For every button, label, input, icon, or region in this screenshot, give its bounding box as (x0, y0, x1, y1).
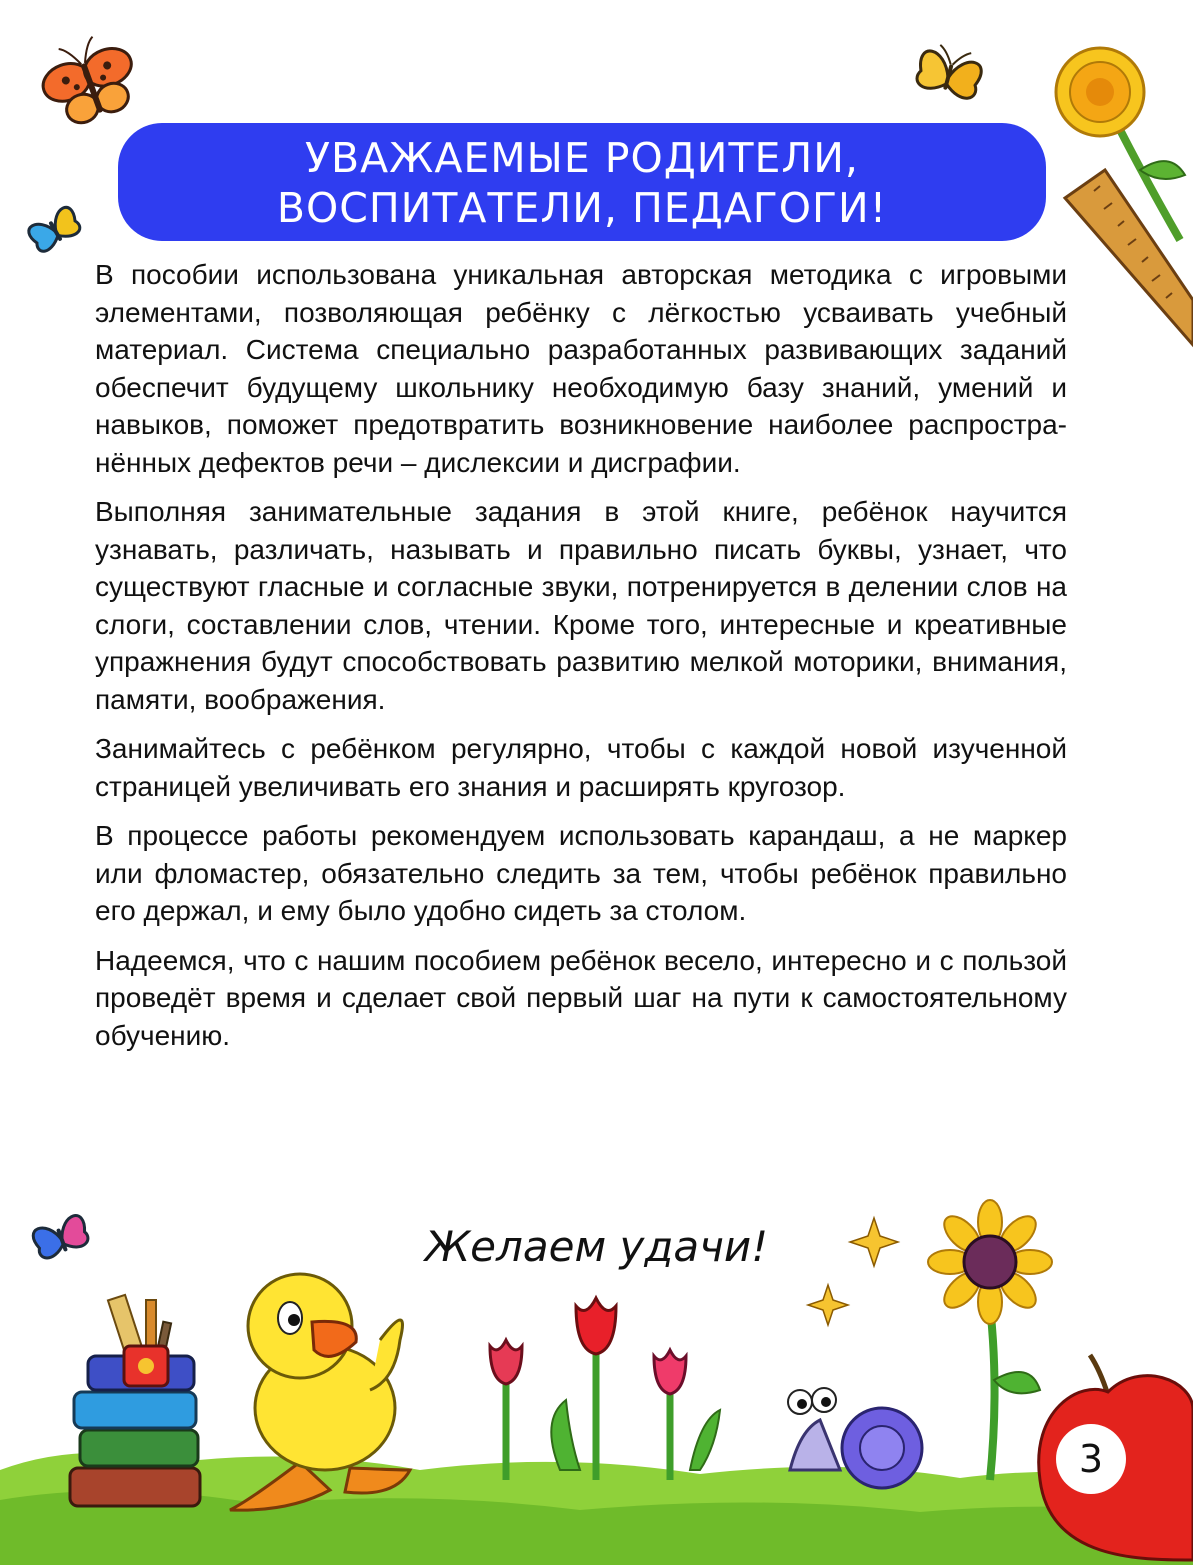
page-title (118, 133, 1046, 233)
butterfly-icon (914, 41, 985, 101)
ruler-icon (1065, 170, 1193, 345)
body-text (95, 256, 1067, 1066)
paragraph: В пособии использована уникальная авторская методика с игровыми элементами, позволяющая ребёнку с лёгкостью усваивать учебный материал. Система специально разработанных развивающих заданий обеспечит будущему школьнику необходимую базу знаний, умений и навыков, поможет предотвратить возникновение наиболее распространённых дефектов речи – дислексии и дисграфии. (95, 259, 1067, 478)
butterfly-icon (32, 27, 145, 132)
paragraph: Занимайтесь с ребёнком регулярно, чтобы с каждой новой изученной страницей увеличивать его знания и расширять кругозор. (95, 733, 1067, 802)
page-number: 3 (1078, 1437, 1104, 1481)
paragraph: Выполняя занимательные задания в этой книге, ребёнок научится узнавать, различать, называть и правильно писать буквы, узнает, что существуют гласные и согласные звуки, потренируется в делении слов на слоги, составлении слов, чтении. Кроме того, интересные и креативные упражнения будут способствовать развитию мелкой моторики, внимания, памяти, воображения. (95, 496, 1067, 715)
title-line: ВОСПИТАТЕЛИ, ПЕДАГОГИ! (276, 184, 888, 232)
butterfly-icon (26, 205, 83, 254)
paragraph: Надеемся, что с нашим пособием ребёнок весело, интересно и с пользой проведёт время и сделает свой первый шаг на пути к самостоятельному обучению. (95, 944, 1067, 1051)
title-line: УВАЖАЕМЫЕ РОДИТЕЛИ, (305, 134, 859, 182)
tulip-icon (490, 1298, 720, 1480)
closing-wish: Желаем удачи! (424, 1222, 769, 1271)
paragraph: В процессе работы рекомендуем использовать карандаш, а не маркер или фломастер, обязательно следить за тем, чтобы ребёнок правильно его держал, и ему было удобно сидеть за столом. (95, 820, 1067, 926)
title-banner (118, 123, 1046, 241)
